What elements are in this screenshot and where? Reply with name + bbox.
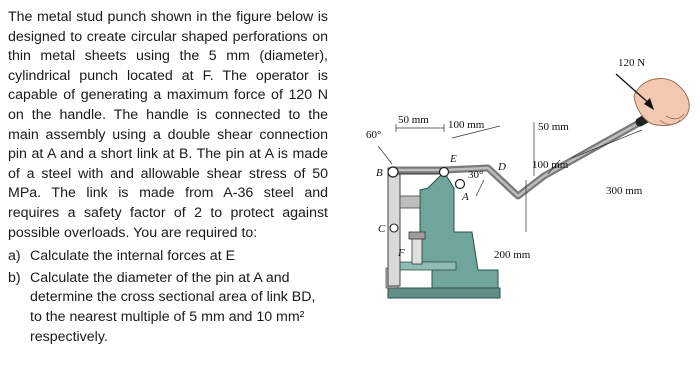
point-c-label: C	[378, 223, 386, 235]
angle-30: 30°	[468, 169, 484, 181]
pin-c	[390, 224, 398, 232]
force-label: 120 N	[618, 57, 646, 69]
task-list	[8, 247, 328, 347]
task-marker: a)	[8, 248, 21, 265]
punch-pin-f	[412, 238, 422, 264]
punch-holder	[409, 232, 425, 239]
punch-body	[420, 172, 498, 288]
pin-a	[456, 180, 465, 189]
pin-e	[440, 168, 449, 177]
point-f-label: F	[398, 247, 405, 259]
die-block	[398, 262, 456, 270]
problem-intro: The metal stud punch shown in the figure below is designed to create circular shaped perforations on thin metal sheets using the 5 mm (diameter), cylindrical punch located at F. The operator is capable of generating a maximum force of 120 N on the handle. The handle is connected to the main assembly using a double shear connection pin at A and a short link at B. The pin at A is made of a steel with and allowable shear stress of 50 MPa. The link is made from A-36 steel and requires a safety factor of 2 to protect against possible overloads. You are required to:	[8, 9, 328, 241]
task-item	[8, 247, 328, 267]
point-e-label: E	[450, 153, 457, 165]
task-marker: b)	[8, 269, 21, 286]
slide-block	[400, 196, 420, 208]
pin-b	[388, 167, 398, 177]
dimension-lines	[378, 122, 642, 232]
dim-100mm-right: 100 mm	[532, 159, 569, 171]
dim-50mm-left: 50 mm	[398, 114, 429, 126]
point-a-label: A	[462, 191, 469, 203]
task-text: Calculate the internal forces at E	[30, 248, 236, 265]
problem-statement	[8, 8, 328, 349]
dim-300mm: 300 mm	[606, 185, 643, 197]
point-b-label: B	[376, 167, 383, 179]
punch-figure	[348, 0, 700, 372]
task-item	[8, 269, 328, 347]
dim-50mm-right: 50 mm	[538, 121, 569, 133]
point-d-label: D	[498, 161, 506, 173]
dim-200mm: 200 mm	[494, 249, 531, 261]
task-text: Calculate the diameter of the pin at A and determine the cross sectional area of link BD, to the nearest multiple of 5 mm and 10 mm² respectively.	[30, 269, 316, 345]
dim-100mm-top: 100 mm	[448, 119, 485, 131]
base-plate	[388, 288, 500, 298]
angle-60: 60°	[366, 129, 382, 141]
punch-diagram	[348, 0, 700, 372]
